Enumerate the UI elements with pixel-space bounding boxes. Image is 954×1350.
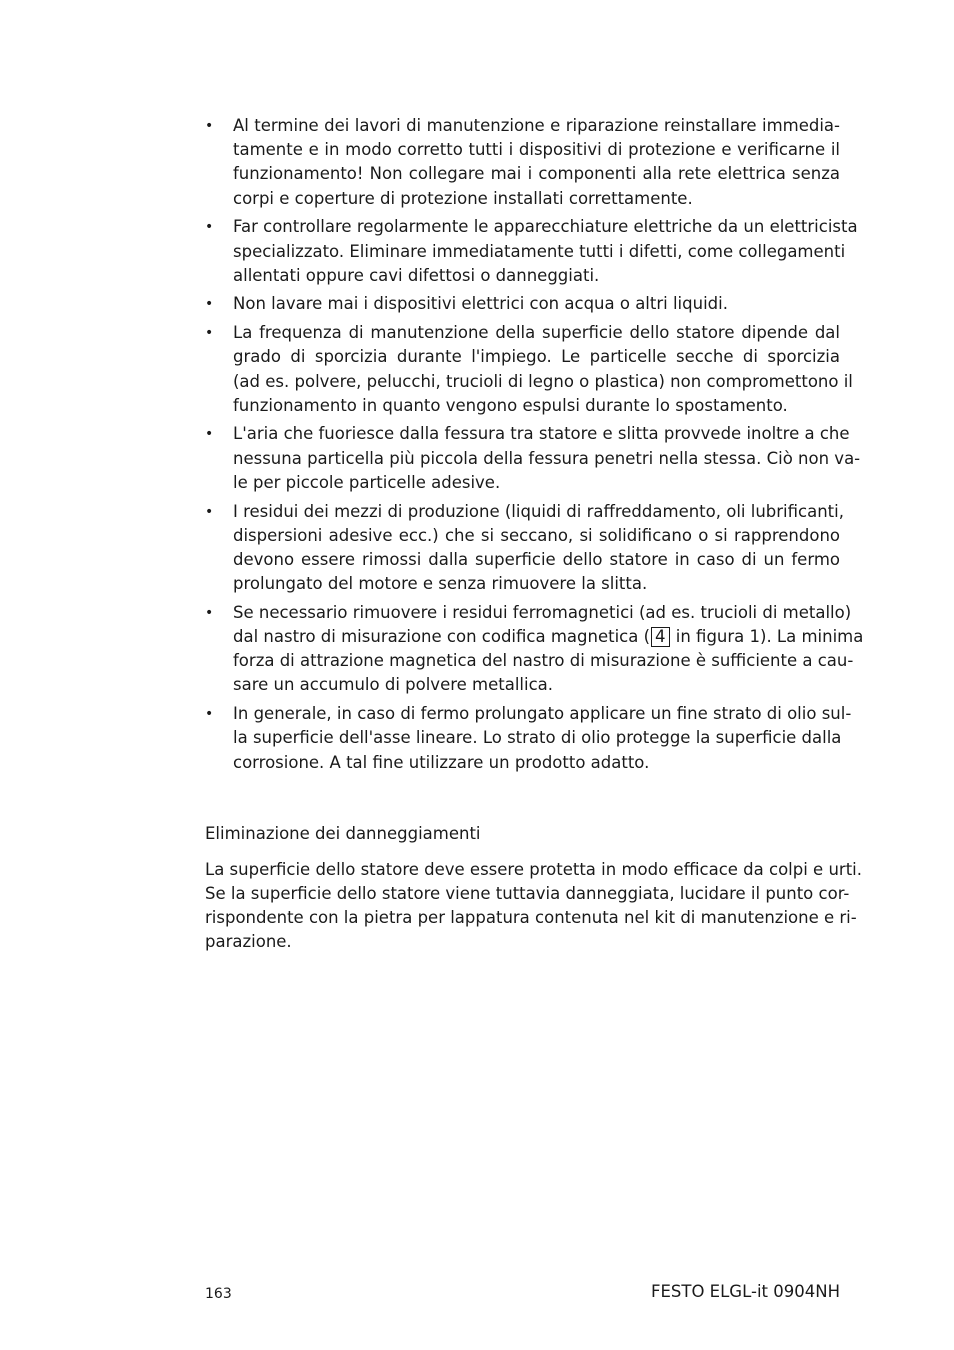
text-line: allentati oppure cavi difettosi o danneggiati.: [233, 265, 600, 285]
figure-reference-box: 4: [651, 627, 670, 647]
text-line: L'aria che fuoriesce dalla fessura tra statore e slitta provvede inoltre a che: [233, 424, 850, 444]
page-content: [205, 114, 864, 955]
section-paragraph: [205, 858, 862, 955]
bullet-item: [205, 114, 840, 211]
bullet-item: [205, 601, 864, 698]
bullet-dot: •: [205, 604, 214, 621]
text-line: Al termine dei lavori di manutenzione e riparazione reinstallare immedia-: [233, 116, 840, 135]
bullet-dot: •: [205, 426, 214, 443]
bullet-item: [205, 422, 861, 495]
text-line: sare un accumulo di polvere metallica.: [233, 675, 554, 695]
text-line: funzionamento in quanto vengono espulsi durante lo spostamento.: [233, 395, 788, 415]
bullet-dot: •: [205, 325, 214, 342]
text-line: tamente e in modo corretto tutti i dispositivi di protezione e verificarne il: [233, 140, 840, 160]
bullet-dot: •: [205, 118, 214, 134]
bullet-dot: •: [205, 706, 214, 723]
bullet-item: [205, 292, 840, 316]
text-line: Far controllare regolarmente le apparecchiature elettriche da un elettricista: [233, 217, 858, 237]
text-line: le per piccole particelle adesive.: [233, 472, 501, 492]
section-heading: Eliminazione dei danneggiamenti: [205, 823, 481, 843]
text-line: I residui dei mezzi di produzione (liquidi di raffreddamento, oli lubrificanti,: [233, 501, 844, 521]
text-line: grado di sporcizia durante l'impiego. Le particelle secche di sporcizia: [233, 347, 840, 367]
text-line-with-reference: [233, 625, 864, 649]
text-line: funzionamento! Non collegare mai i componenti alla rete elettrica senza: [233, 164, 840, 184]
text-line: rispondente con la pietra per lappatura contenuta nel kit di manutenzione e ri-: [205, 908, 857, 928]
text-line: (ad es. polvere, pelucchi, trucioli di legno o plastica) non compromettono il: [233, 371, 853, 391]
text-line: la superficie dell'asse lineare. Lo strato di olio protegge la superficie dalla: [233, 728, 842, 748]
text-line: Se necessario rimuovere i residui ferromagnetici (ad es. trucioli di metallo): [233, 602, 852, 622]
bullet-dot: •: [205, 503, 214, 520]
text-line: Se la superficie dello statore viene tuttavia danneggiata, lucidare il punto cor-: [205, 883, 850, 903]
text-line: prolungato del motore e senza rimuovere la slitta.: [233, 574, 648, 594]
page-number: 163: [205, 1286, 232, 1302]
bullet-item: [205, 215, 858, 288]
text-line: specializzato. Eliminare immediatamente tutti i difetti, come collegamenti: [233, 241, 846, 261]
text-line: devono essere rimossi dalla superficie dello statore in caso di un fermo: [233, 549, 840, 569]
text-line: Non lavare mai i dispositivi elettrici con acqua o altri liquidi.: [233, 294, 728, 314]
text-line: In generale, in caso di fermo prolungato applicare un fine strato di olio sul-: [233, 704, 852, 724]
text-line: dispersioni adesive ecc.) che si seccano, si solidificano o si rapprendono: [233, 525, 840, 545]
text-line: forza di attrazione magnetica del nastro di misurazione è sufficiente a cau-: [233, 651, 854, 671]
text-fragment: dal nastro di misurazione con codifica magnetica (: [233, 627, 651, 647]
text-line: La frequenza di manutenzione della superficie dello statore dipende dal: [233, 323, 840, 343]
document-id: FESTO ELGL-it 0904NH: [650, 1282, 840, 1301]
text-line: corpi e coperture di protezione installati correttamente.: [233, 188, 693, 208]
bullet-item: [205, 702, 852, 775]
text-fragment: in figura 1). La minima: [670, 627, 864, 647]
bullet-dot: •: [205, 296, 214, 313]
bullet-dot: •: [205, 219, 214, 236]
text-line: nessuna particella più piccola della fessura penetri nella stessa. Ciò non va-: [233, 448, 861, 468]
text-line: corrosione. A tal fine utilizzare un prodotto adatto.: [233, 752, 650, 772]
text-line: parazione.: [205, 932, 292, 952]
text-line: La superficie dello statore deve essere protetta in modo efficace da colpi e urti.: [205, 859, 862, 879]
maintenance-bullet-list: [205, 114, 864, 775]
bullet-item: [205, 500, 844, 597]
bullet-item: [205, 321, 853, 418]
